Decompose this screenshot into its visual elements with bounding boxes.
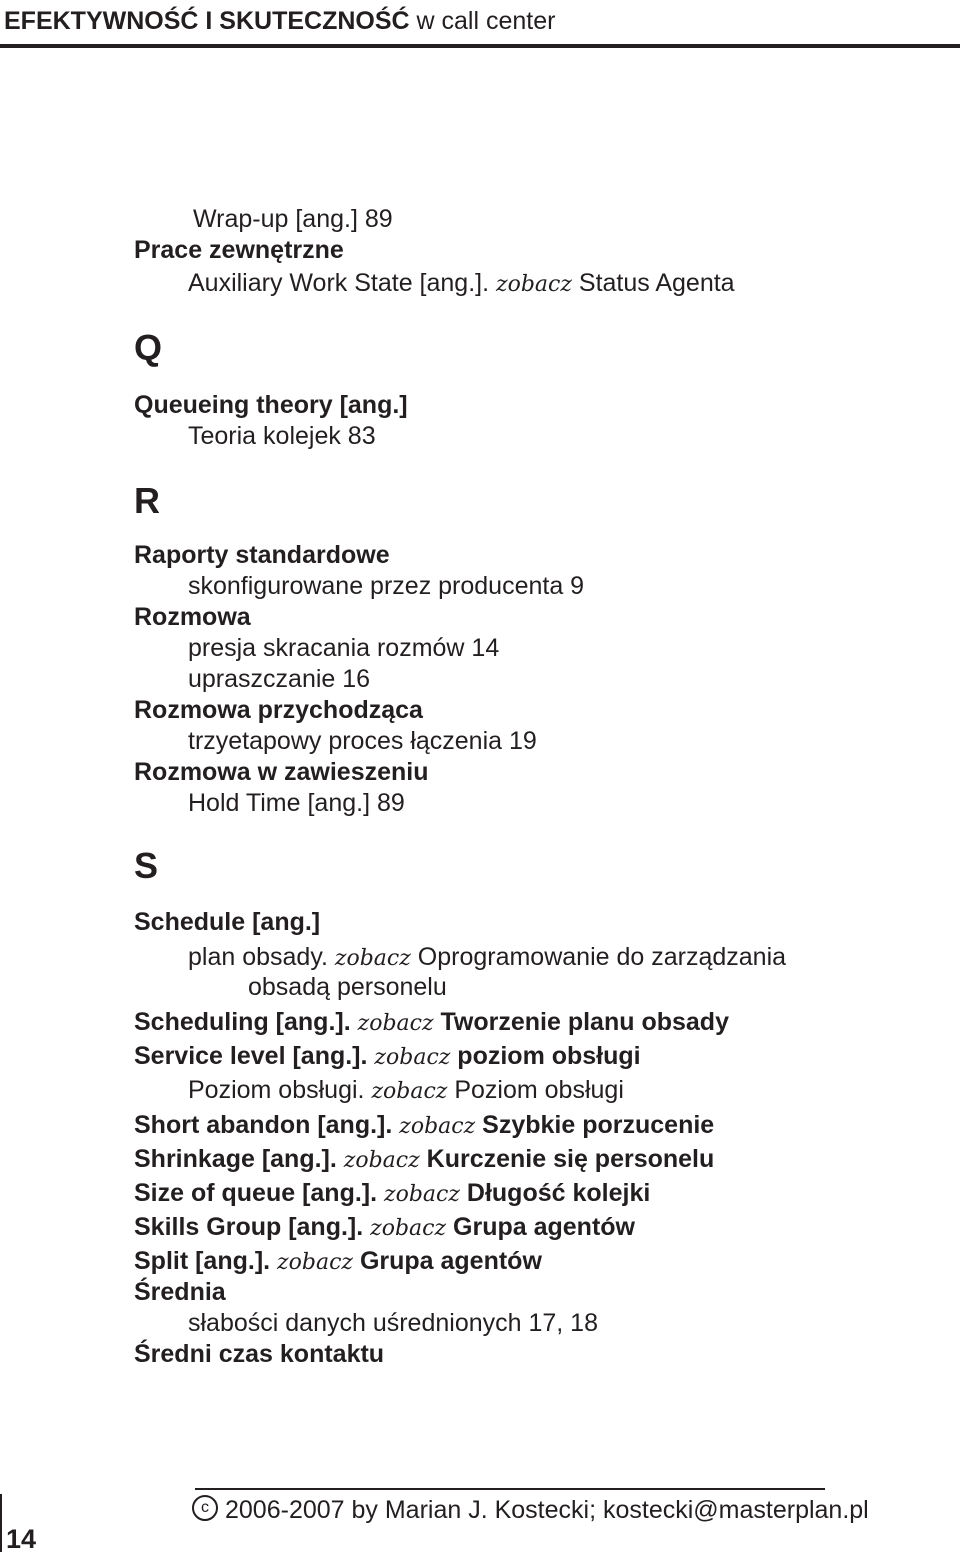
footer-rule xyxy=(195,1488,825,1490)
poziom-text: Poziom obsługi. xyxy=(188,1076,372,1104)
service-ref: poziom obsługi xyxy=(450,1042,641,1070)
header-title xyxy=(4,7,555,36)
footer-vertical-rule xyxy=(0,1494,2,1552)
zobacz-ref: zobacz xyxy=(384,1182,460,1207)
copyright-icon: c xyxy=(192,1495,218,1521)
entry-service-level xyxy=(134,1041,641,1073)
skills-ref: Grupa agentów xyxy=(446,1213,635,1241)
plan-ref: Oprogramowanie do zarządzania xyxy=(410,943,787,971)
entry-split xyxy=(134,1246,542,1278)
short-text: Short abandon [ang.]. xyxy=(134,1111,400,1139)
zobacz-ref: zobacz xyxy=(371,1079,448,1104)
auxiliary-text: Auxiliary Work State [ang.]. xyxy=(188,269,496,297)
zobacz-ref: zobacz xyxy=(343,1148,420,1173)
entry-rozmowa-w-zawieszeniu: Rozmowa w zawieszeniu xyxy=(134,758,429,786)
zobacz-ref: zobacz xyxy=(277,1250,353,1275)
subentry-presja: presja skracania rozmów 14 xyxy=(188,634,500,662)
subentry-auxiliary xyxy=(188,268,735,300)
entry-srednia: Średnia xyxy=(134,1278,226,1306)
entry-raporty: Raporty standardowe xyxy=(134,541,390,569)
entry-prace: Prace zewnętrzne xyxy=(134,236,344,264)
entry-rozmowa-przychodzaca: Rozmowa przychodząca xyxy=(134,696,423,724)
subentry-plan-obsady xyxy=(188,942,786,974)
scheduling-text: Scheduling [ang.]. xyxy=(134,1008,358,1036)
poziom-ref: Poziom obsługi xyxy=(447,1076,624,1104)
footer-copyright: 2006-2007 by Marian J. Kostecki; kostecki@masterplan.pl xyxy=(225,1496,869,1524)
entry-queueing: Queueing theory [ang.] xyxy=(134,391,408,419)
shrinkage-ref: Kurczenie się personelu xyxy=(419,1145,715,1173)
auxiliary-ref: Status Agenta xyxy=(571,269,735,297)
subentry-wrapup: Wrap-up [ang.] 89 xyxy=(193,205,393,233)
entry-rozmowa: Rozmowa xyxy=(134,603,251,631)
zobacz-ref: zobacz xyxy=(334,946,411,971)
entry-sredni-czas-kontaktu: Średni czas kontaktu xyxy=(134,1340,385,1368)
subentry-poziom-obslugi xyxy=(188,1075,624,1107)
zobacz-ref: zobacz xyxy=(399,1114,476,1139)
subentry-trzyetapowy: trzyetapowy proces łączenia 19 xyxy=(188,727,537,755)
entry-size-of-queue xyxy=(134,1178,650,1210)
page-number: 14 xyxy=(6,1524,37,1554)
subentry-teoria: Teoria kolejek 83 xyxy=(188,422,376,450)
header-title-bold: EFEKTYWNOŚĆ I SKUTECZNOŚĆ xyxy=(4,7,410,35)
entry-shrinkage xyxy=(134,1144,714,1176)
split-text: Split [ang.]. xyxy=(134,1247,278,1275)
size-ref: Długość kolejki xyxy=(459,1179,651,1207)
subentry-skonfigurowane: skonfigurowane przez producenta 9 xyxy=(188,572,585,600)
subentry-upraszczanie: upraszczanie 16 xyxy=(188,665,371,693)
short-ref: Szybkie porzucenie xyxy=(475,1111,715,1139)
entry-schedule: Schedule [ang.] xyxy=(134,908,321,936)
page-header xyxy=(0,4,960,44)
shrinkage-text: Shrinkage [ang.]. xyxy=(134,1145,344,1173)
scheduling-ref: Tworzenie planu obsady xyxy=(433,1008,729,1036)
zobacz-ref: zobacz xyxy=(370,1216,447,1241)
zobacz-ref: zobacz xyxy=(357,1011,434,1036)
service-text: Service level [ang.]. xyxy=(134,1042,375,1070)
split-ref: Grupa agentów xyxy=(353,1247,542,1275)
zobacz-ref: zobacz xyxy=(496,272,572,297)
entry-scheduling xyxy=(134,1007,729,1039)
subentry-plan-continued: obsadą personelu xyxy=(248,973,447,1001)
zobacz-ref: zobacz xyxy=(374,1045,451,1070)
header-rule xyxy=(0,44,960,48)
subentry-hold-time: Hold Time [ang.] 89 xyxy=(188,789,405,817)
skills-text: Skills Group [ang.]. xyxy=(134,1213,371,1241)
entry-skills-group xyxy=(134,1212,635,1244)
section-letter-r: R xyxy=(134,480,160,521)
section-letter-q: Q xyxy=(134,327,163,368)
plan-text: plan obsady. xyxy=(188,943,335,971)
subentry-slabosci: słabości danych uśrednionych 17, 18 xyxy=(188,1309,598,1337)
size-text: Size of queue [ang.]. xyxy=(134,1179,385,1207)
entry-short-abandon xyxy=(134,1110,714,1142)
header-title-rest: w call center xyxy=(409,7,556,35)
section-letter-s: S xyxy=(134,845,159,886)
